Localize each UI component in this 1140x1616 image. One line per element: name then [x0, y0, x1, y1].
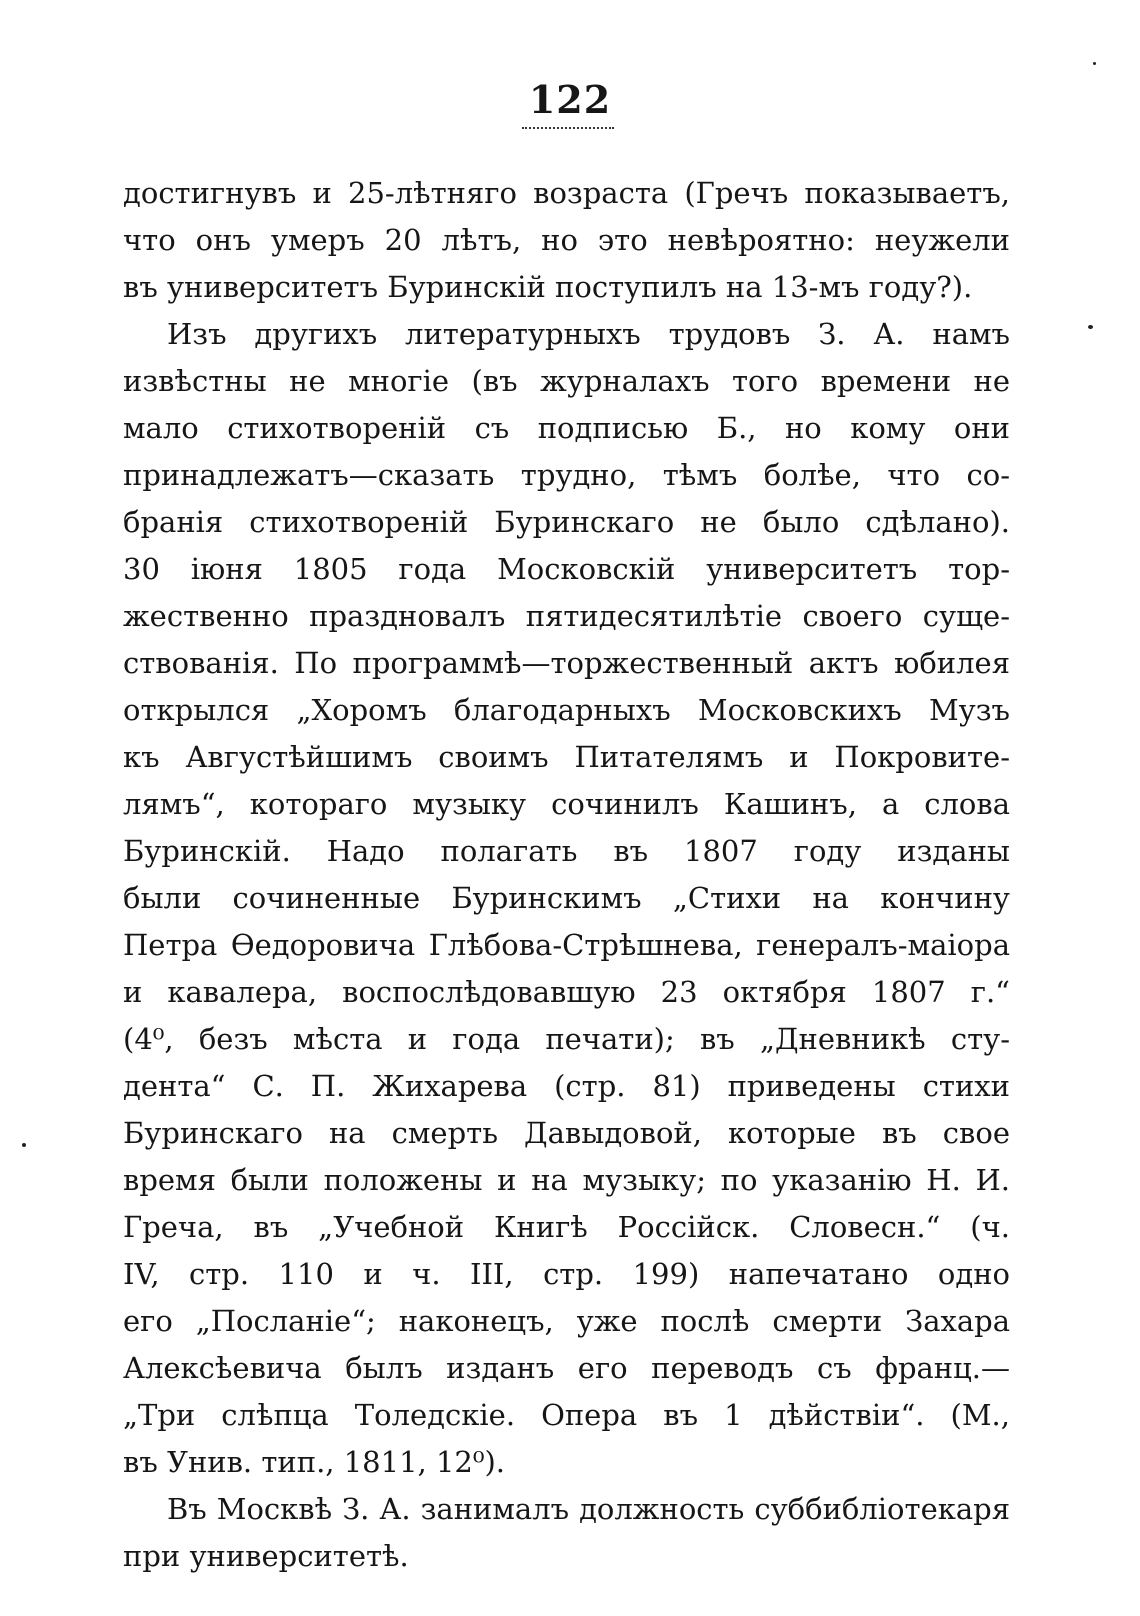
- text-line: извѣстны не многіе (въ журналахъ того времени не: [123, 364, 1010, 398]
- paragraph: [123, 311, 1010, 1486]
- text-line: „Три слѣпца Толедскіе. Опера въ 1 дѣйствіи“. (М.,: [123, 1398, 1010, 1432]
- paragraph: [123, 170, 1010, 311]
- text-line: къ Августѣйшимъ своимъ Питателямъ и Покровите-: [123, 740, 1010, 774]
- text-line: открылся „Хоромъ благодарныхъ Московскихъ Музъ: [123, 693, 1010, 727]
- text-line: IV, стр. 110 и ч. III, стр. 199) напечатано одно: [123, 1257, 1010, 1291]
- text-line: принадлежатъ—сказать трудно, тѣмъ болѣе, что со-: [123, 458, 1010, 492]
- text-line: Въ Москвѣ З. А. занималъ должность суббибліотекаря: [167, 1492, 1010, 1526]
- margin-speck-left: [22, 1143, 26, 1147]
- text-line: Греча, въ „Учебной Книгѣ Россійск. Словесн.“ (ч.: [123, 1210, 1010, 1244]
- margin-speck-right: [1088, 325, 1093, 329]
- page-number-rule: [522, 127, 614, 129]
- text-line: лямъ“, котораго музыку сочинилъ Кашинъ, а слова: [123, 787, 1010, 821]
- text-line: мало стихотвореній съ подписью Б., но кому они: [123, 411, 1010, 445]
- text-line: достигнувъ и 25-лѣтняго возраста (Гречъ показываетъ,: [123, 176, 1010, 210]
- text-line: 30 іюня 1805 года Московскій университетъ тор-: [123, 552, 1010, 586]
- text-line: его „Посланіе“; наконецъ, уже послѣ смерти Захара: [123, 1304, 1010, 1338]
- margin-speck-top: [1093, 62, 1096, 65]
- text-line: дента“ С. П. Жихарева (стр. 81) приведены стихи: [123, 1069, 1010, 1103]
- text-line: въ Унив. тип., 1811, 12⁰).: [123, 1445, 506, 1479]
- text-line: что онъ умеръ 20 лѣтъ, но это невѣроятно: неужели: [123, 223, 1010, 257]
- text-line: Буринскаго на смерть Давыдовой, которые въ свое: [123, 1116, 1010, 1150]
- text-line: (4⁰, безъ мѣста и года печати); въ „Дневникѣ сту-: [123, 1022, 1010, 1056]
- text-line: въ университетъ Буринскій поступилъ на 13-мъ году?).: [123, 270, 973, 304]
- text-line: бранія стихотвореній Буринскаго не было сдѣлано).: [123, 505, 1010, 539]
- text-line: были сочиненные Буринскимъ „Стихи на кончину: [123, 881, 1010, 915]
- text-line: ствованія. По программѣ—торжественный актъ юбилея: [123, 646, 1010, 680]
- body-text: [123, 170, 1010, 1580]
- text-line: Буринскій. Надо полагать въ 1807 году изданы: [123, 834, 1010, 868]
- text-line: и кавалера, воспослѣдовавшую 23 октября 1807 г.“: [123, 975, 1010, 1009]
- text-line: Петра Ѳедоровича Глѣбова-Стрѣшнева, генералъ-маіора: [123, 928, 1010, 962]
- text-line: жественно праздновалъ пятидесятилѣтіе своего суще-: [123, 599, 1010, 633]
- text-line: время были положены и на музыку; по указанію Н. И.: [123, 1163, 1010, 1197]
- text-line: при университетѣ.: [123, 1539, 409, 1573]
- page-number: 122: [528, 77, 612, 122]
- text-line: Изъ другихъ литературныхъ трудовъ З. А. намъ: [167, 317, 1010, 351]
- paragraph: [123, 1486, 1010, 1580]
- text-line: Алексѣевича былъ изданъ его переводъ съ франц.—: [123, 1351, 1010, 1385]
